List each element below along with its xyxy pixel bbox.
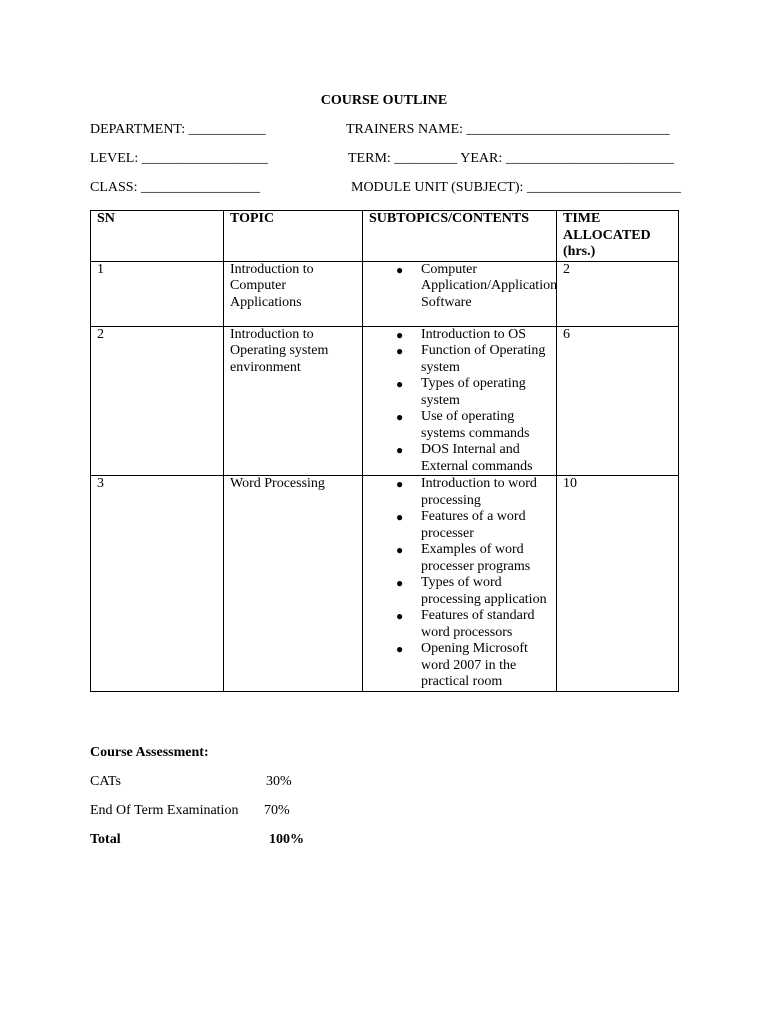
row-time: 2 (557, 261, 679, 326)
course-assessment-heading: Course Assessment: (90, 745, 209, 760)
subtopic-text: Types of word processing application (421, 575, 547, 607)
row-topic: Introduction to Operating system environment (224, 326, 363, 476)
exam-label: End Of Term Examination (90, 803, 239, 818)
subtopic-item (369, 409, 550, 442)
level-field: LEVEL: __________________ (90, 151, 268, 166)
page-title: COURSE OUTLINE (320, 93, 448, 108)
module-unit-field: MODULE UNIT (SUBJECT): ______________________ (351, 180, 681, 195)
table-row (91, 476, 679, 692)
cats-value: 30% (266, 774, 292, 789)
bullet-dot-icon: ● (396, 543, 404, 557)
subtopic-text: Computer Application/Application Software (421, 261, 558, 310)
subtopic-item (369, 261, 558, 312)
subtopic-item (369, 509, 550, 542)
bullet-dot-icon: ● (396, 443, 404, 457)
exam-value: 70% (264, 803, 290, 818)
term-year-field: TERM: _________ YEAR: ________________________ (348, 151, 674, 166)
department-field: DEPARTMENT: ___________ (90, 122, 266, 137)
header-subtopics: SUBTOPICS/CONTENTS (363, 211, 557, 262)
bullet-dot-icon: ● (396, 344, 404, 358)
row-subtopics (363, 326, 557, 476)
subtopic-text: DOS Internal and External commands (421, 442, 533, 474)
bullet-dot-icon: ● (396, 642, 404, 656)
row-time: 6 (557, 326, 679, 476)
subtopic-item (369, 376, 550, 409)
subtopic-item (369, 476, 550, 509)
subtopic-item (369, 575, 550, 608)
header-time-allocated: TIME ALLOCATED (hrs.) (557, 211, 679, 262)
row-sn: 1 (91, 261, 224, 326)
subtopic-text: Introduction to word processing (421, 476, 537, 508)
bullet-dot-icon: ● (396, 609, 404, 623)
subtopic-item (369, 343, 550, 376)
row-topic: Introduction to Computer Applications (224, 261, 363, 326)
row-sn: 3 (91, 476, 224, 692)
total-label: Total (90, 832, 121, 847)
bullet-dot-icon: ● (396, 377, 404, 391)
subtopic-list (369, 261, 558, 312)
bullet-dot-icon: ● (396, 576, 404, 590)
table-row (91, 261, 679, 326)
subtopic-text: Function of Operating system (421, 343, 546, 375)
bullet-dot-icon: ● (396, 327, 404, 342)
bullet-dot-icon: ● (396, 410, 404, 424)
subtopic-text: Opening Microsoft word 2007 in the practical room (421, 641, 528, 689)
subtopic-text: Features of a word processer (421, 509, 526, 541)
subtopic-item (369, 542, 550, 575)
subtopic-item (369, 327, 550, 344)
class-field: CLASS: _________________ (90, 180, 260, 195)
cats-label: CATs (90, 774, 121, 789)
subtopic-text: Introduction to OS (421, 326, 526, 342)
subtopic-list (369, 476, 550, 691)
subtopic-text: Features of standard word processors (421, 608, 535, 640)
table-header-row (91, 211, 679, 262)
bullet-dot-icon: ● (396, 510, 404, 524)
row-topic: Word Processing (224, 476, 363, 692)
subtopic-text: Examples of word processer programs (421, 542, 531, 574)
bullet-dot-icon: ● (396, 477, 404, 491)
subtopic-item (369, 442, 550, 475)
total-value: 100% (269, 832, 304, 847)
subtopic-text: Types of operating system (421, 376, 526, 408)
header-sn: SN (91, 211, 224, 262)
subtopic-item (369, 608, 550, 641)
row-subtopics (363, 476, 557, 692)
subtopic-item (369, 641, 550, 691)
row-time: 10 (557, 476, 679, 692)
row-subtopics (363, 261, 557, 326)
bullet-dot-icon: ● (396, 262, 404, 277)
subtopic-list (369, 327, 550, 476)
subtopic-text: Use of operating systems commands (421, 409, 530, 441)
course-outline-table (90, 210, 679, 692)
table-row (91, 326, 679, 476)
header-topic: TOPIC (224, 211, 363, 262)
trainers-name-field: TRAINERS NAME: _____________________________ (346, 122, 670, 137)
row-sn: 2 (91, 326, 224, 476)
